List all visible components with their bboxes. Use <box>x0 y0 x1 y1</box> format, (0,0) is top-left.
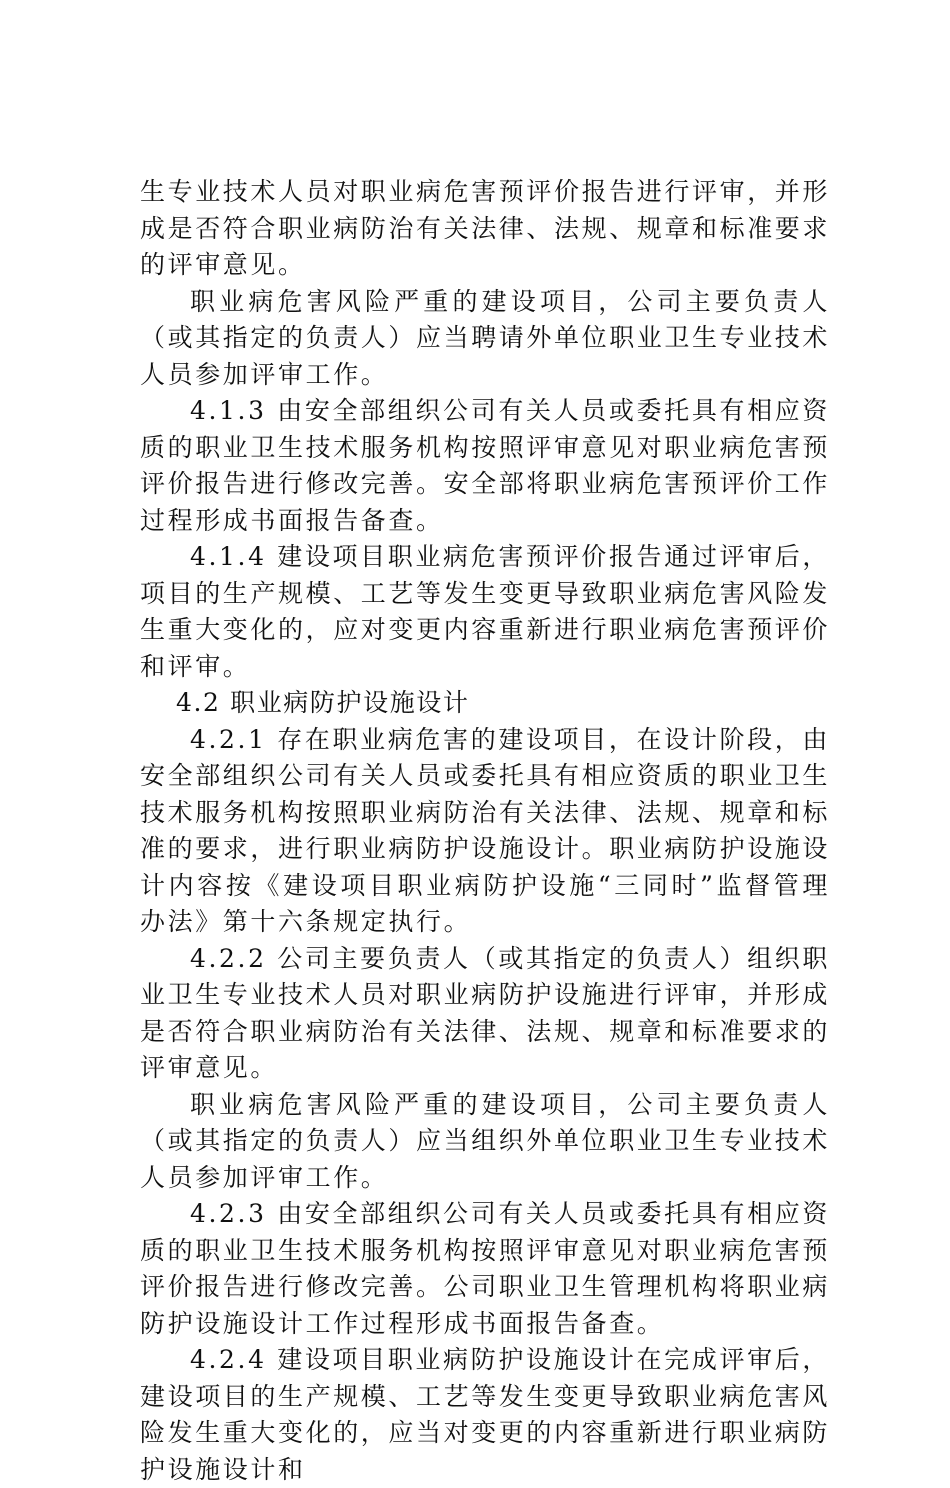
paragraph: 职业病危害风险严重的建设项目，公司主要负责人（或其指定的负责人）应当组织外单位职业卫生专业技术人员参加评审工作。 <box>140 1089 831 1192</box>
document-body <box>140 174 830 1488</box>
paragraph-continuation: 生专业技术人员对职业病危害预评价报告进行评审，并形成是否符合职业病防治有关法律、法规、规章和标准要求的评审意见。 <box>140 177 831 279</box>
paragraph-4-2-4: 4.2.4 建设项目职业病防护设施设计在完成评审后，建设项目的生产规模、工艺等发生变更导致职业病危害风险发生重大变化的，应当对变更的内容重新进行职业病防护设施设计和 <box>140 1345 831 1484</box>
paragraph-4-2-2: 4.2.2 公司主要负责人（或其指定的负责人）组织职业卫生专业技术人员对职业病防护设施进行评审，并形成是否符合职业病防治有关法律、法规、规章和标准要求的评审意见。 <box>140 943 831 1082</box>
section-heading-4-2: 4.2 职业病防护设施设计 <box>176 688 470 717</box>
paragraph-4-1-4: 4.1.4 建设项目职业病危害预评价报告通过评审后，项目的生产规模、工艺等发生变更导致职业病危害风险发生重大变化的，应对变更内容重新进行职业病危害预评价和评审。 <box>140 542 831 681</box>
paragraph-4-1-3: 4.1.3 由安全部组织公司有关人员或委托具有相应资质的职业卫生技术服务机构按照评审意见对职业病危害预评价报告进行修改完善。安全部将职业病危害预评价工作过程形成书面报告备查。 <box>140 396 831 535</box>
paragraph-4-2-1: 4.2.1 存在职业病危害的建设项目，在设计阶段，由安全部组织公司有关人员或委托具有相应资质的职业卫生技术服务机构按照职业病防治有关法律、法规、规章和标准的要求，进行职业病防护设施设计。职业病防护设施设计内容按《建设项目职业病防护设施“三同时”监督管理办法》第十六条规定执行。 <box>140 724 831 936</box>
paragraph: 职业病危害风险严重的建设项目，公司主要负责人（或其指定的负责人）应当聘请外单位职业卫生专业技术人员参加评审工作。 <box>140 286 831 389</box>
paragraph-4-2-3: 4.2.3 由安全部组织公司有关人员或委托具有相应资质的职业卫生技术服务机构按照评审意见对职业病危害预评价报告进行修改完善。公司职业卫生管理机构将职业病防护设施设计工作过程形成书面报告备查。 <box>140 1199 831 1338</box>
